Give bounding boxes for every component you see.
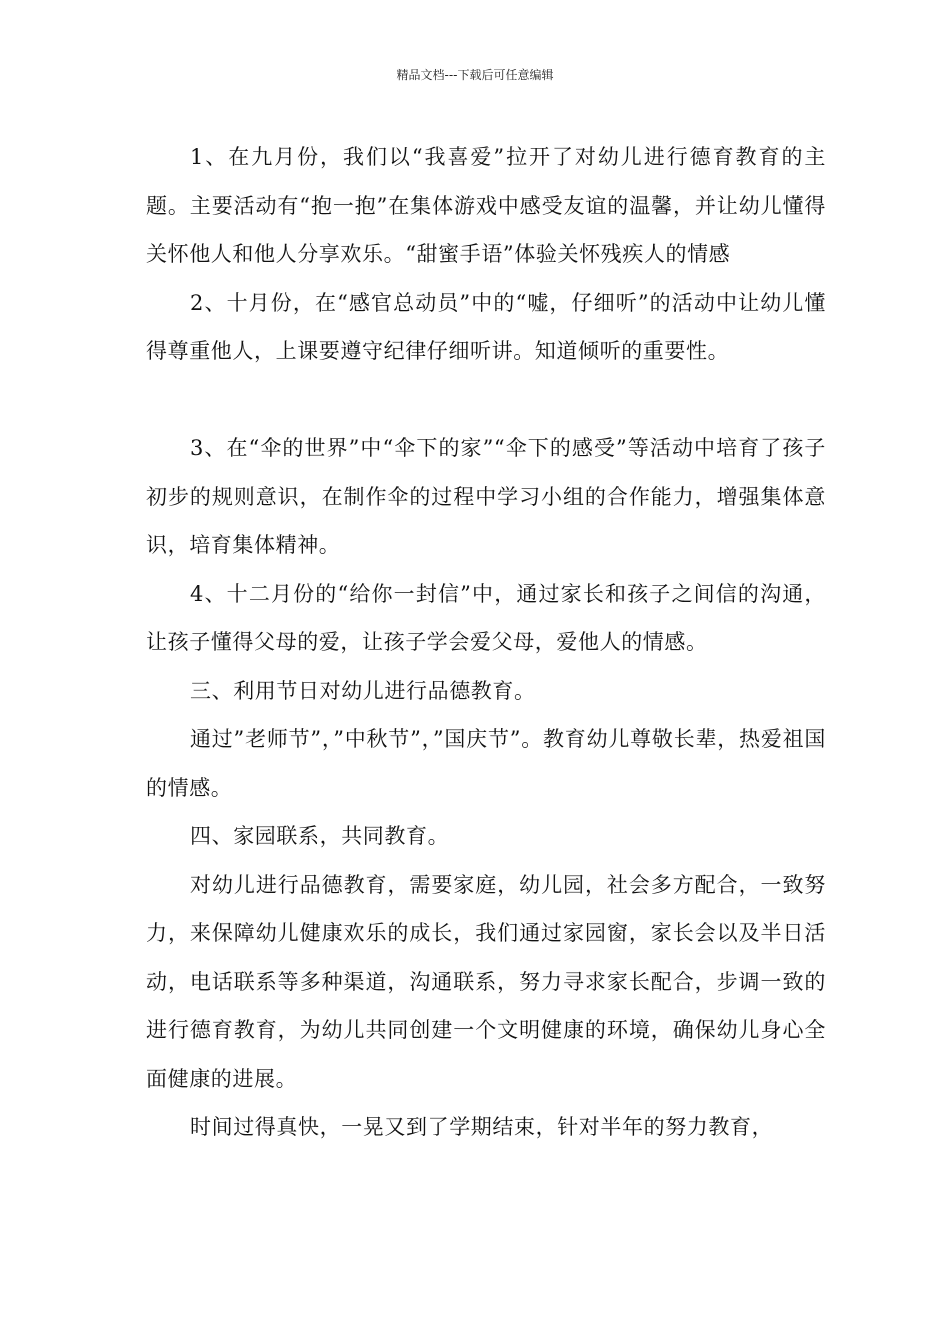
paragraph-october: 2、十月份，在“感官总动员”中的“嘘，仔细听”的活动中让幼儿懂得尊重他人，上课要遵守纪律仔细听讲。知道倾听的重要性。 bbox=[146, 290, 826, 363]
paragraph-holidays: 通过”老师节”，”中秋节”，”国庆节”。教育幼儿尊敬长辈，热爱祖国的情感。 bbox=[146, 727, 826, 800]
blank-line bbox=[146, 376, 826, 425]
paragraph-home-school: 对幼儿进行品德教育，需要家庭，幼儿园，社会多方配合，一致努力，来保障幼儿健康欢乐的成长，我们通过家园窗，家长会以及半日活动，电话联系等多种渠道，沟通联系，努力寻求家长配合，步调一致的进行德育教育，为幼儿共同创建一个文明健康的环境，确保幼儿身心全面健康的进展。 bbox=[146, 872, 826, 1091]
section-heading-home-school: 四、家园联系，共同教育。 bbox=[190, 824, 450, 848]
paragraph-september: 1、在九月份，我们以“我喜爱”拉开了对幼儿进行德育教育的主题。主要活动有“抱一抱”在集体游戏中感受友谊的温馨，并让幼儿懂得关怀他人和他人分享欢乐。“甜蜜手语”体验关怀残疾人的情感 bbox=[146, 145, 826, 266]
document-body bbox=[146, 133, 826, 1152]
paragraph-december: 4、十二月份的“给你一封信”中，通过家长和孩子之间信的沟通，让孩子懂得父母的爱，让孩子学会爱父母，爱他人的情感。 bbox=[146, 581, 826, 654]
paragraph-conclusion: 时间过得真快，一晃又到了学期结束，针对半年的努力教育， bbox=[190, 1115, 774, 1139]
header-watermark: 精品文档---下载后可任意编辑 bbox=[396, 68, 554, 82]
paragraph-umbrella: 3、在“伞的世界”中“伞下的家”“伞下的感受”等活动中培育了孩子初步的规则意识，在制作伞的过程中学习小组的合作能力，增强集体意识，培育集体精神。 bbox=[146, 436, 826, 557]
section-heading-holidays: 三、利用节日对幼儿进行品德教育。 bbox=[190, 678, 536, 703]
